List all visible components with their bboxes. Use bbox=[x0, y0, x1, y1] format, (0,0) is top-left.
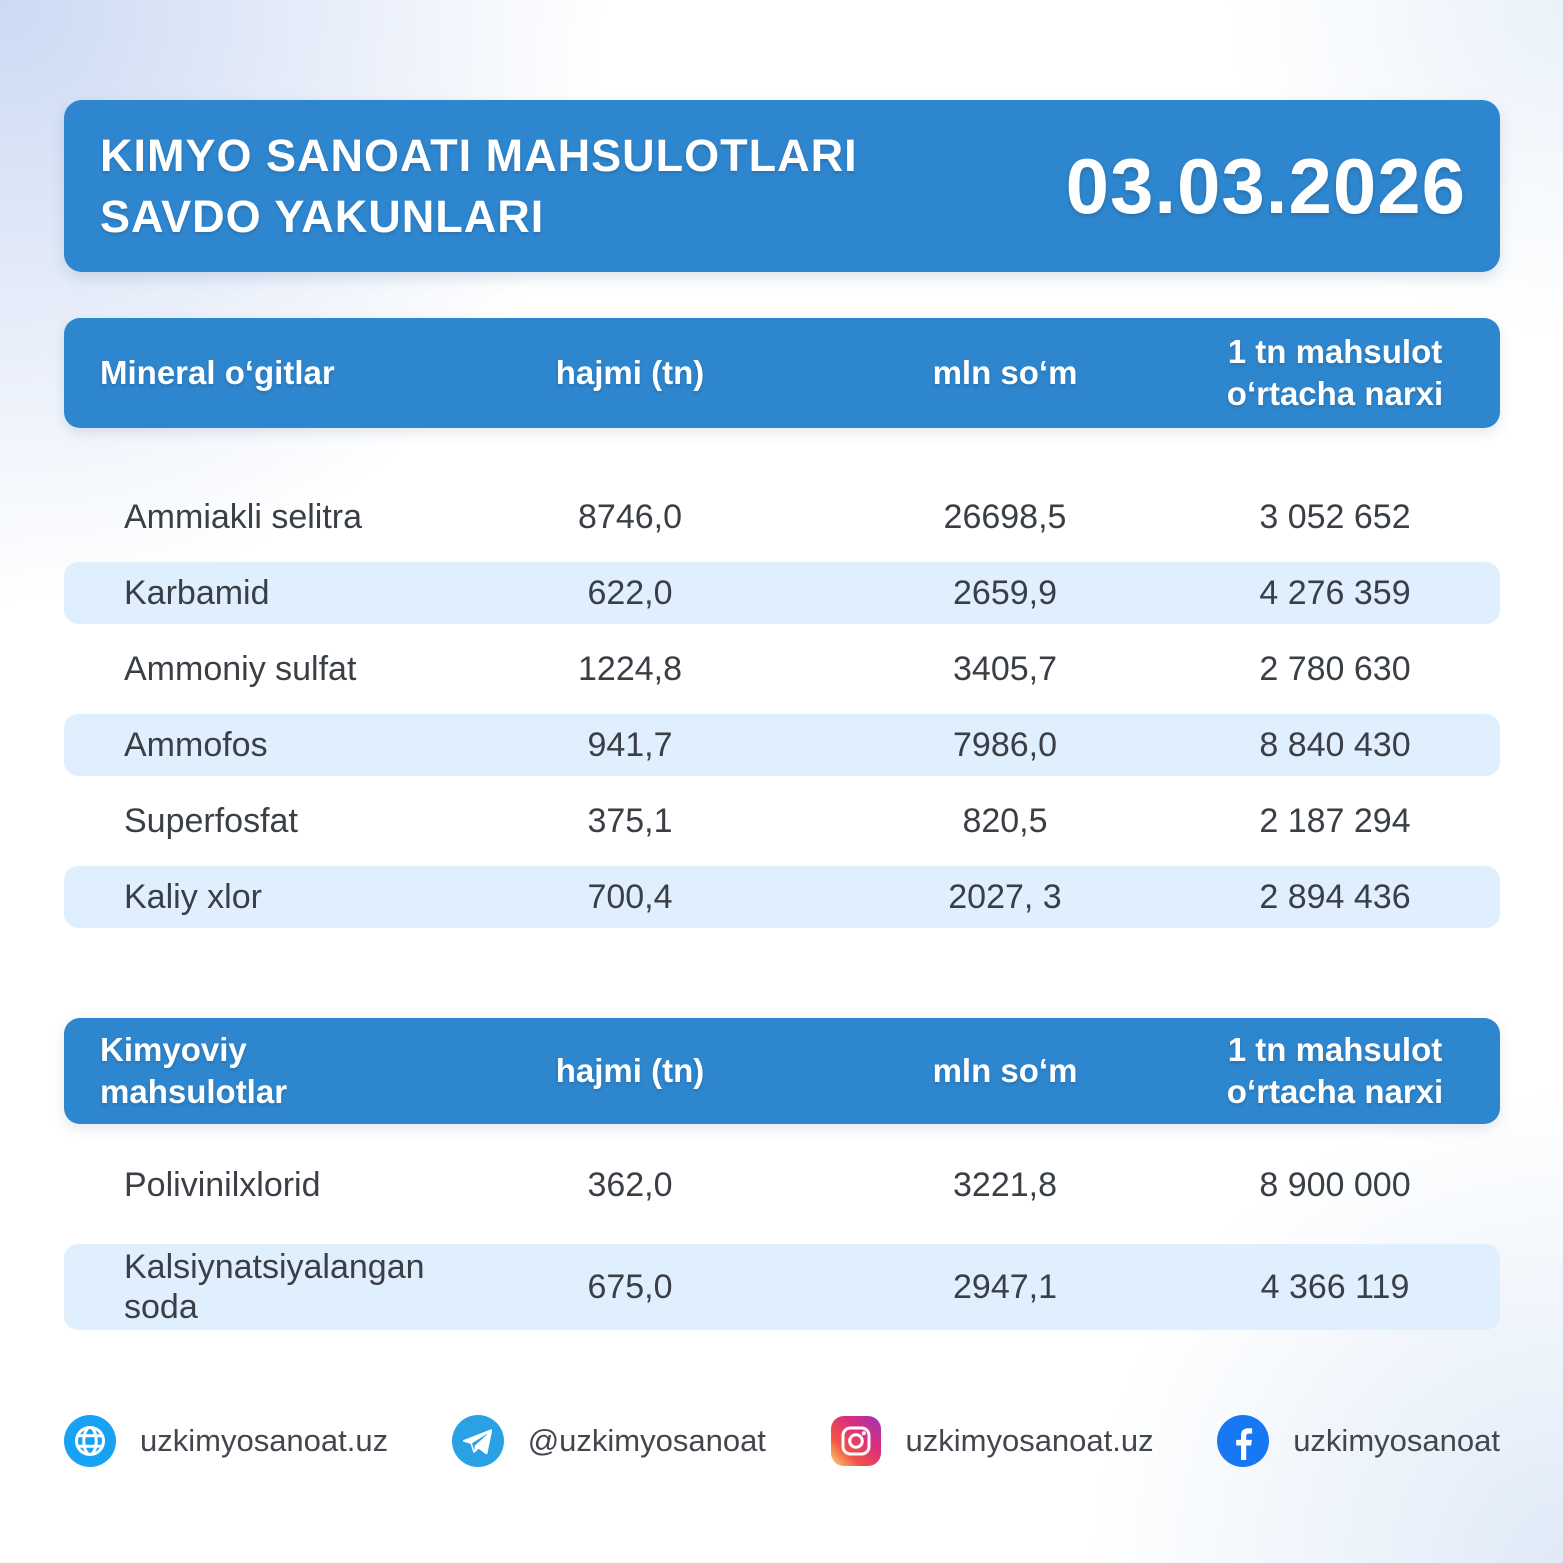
volume-value: 675,0 bbox=[587, 1267, 673, 1306]
product-name: Kalsiynatsiyalangan soda bbox=[124, 1248, 425, 1326]
volume-value: 1224,8 bbox=[578, 649, 682, 688]
website-label: uzkimyosanoat.uz bbox=[140, 1423, 389, 1458]
price-value: 2 780 630 bbox=[1259, 649, 1411, 688]
product-name: Ammofos bbox=[124, 726, 268, 764]
volume-value: 375,1 bbox=[587, 801, 673, 840]
facebook-label: uzkimyosanoat bbox=[1293, 1423, 1500, 1458]
table-row bbox=[64, 714, 1500, 776]
instagram-link[interactable] bbox=[830, 1415, 1154, 1467]
price-value: 4 366 119 bbox=[1260, 1267, 1410, 1306]
table2-title: Kimyoviy mahsulotlar bbox=[100, 1031, 288, 1110]
content-column bbox=[64, 0, 1500, 1467]
telegram-label: @uzkimyosanoat bbox=[527, 1423, 766, 1458]
price-value: 2 894 436 bbox=[1259, 877, 1411, 916]
globe-icon bbox=[64, 1415, 116, 1467]
table1-header bbox=[64, 318, 1500, 428]
table2-title-cell bbox=[64, 1029, 420, 1113]
website-link[interactable] bbox=[64, 1415, 388, 1467]
footer-socials bbox=[64, 1415, 1500, 1467]
telegram-link[interactable] bbox=[452, 1415, 766, 1467]
table-row bbox=[64, 1244, 1500, 1330]
sum-value: 2027, 3 bbox=[948, 877, 1062, 916]
table2-rows bbox=[64, 1154, 1500, 1330]
table2-col-narx-line2: oʻrtacha narxi bbox=[1226, 1073, 1444, 1110]
table-row bbox=[64, 486, 1500, 548]
volume-value: 622,0 bbox=[587, 573, 673, 612]
telegram-icon bbox=[452, 1415, 504, 1467]
sum-value: 2947,1 bbox=[953, 1267, 1057, 1306]
price-value: 8 900 000 bbox=[1259, 1165, 1411, 1204]
instagram-icon bbox=[830, 1415, 882, 1467]
sum-value: 820,5 bbox=[962, 801, 1048, 840]
facebook-link[interactable] bbox=[1217, 1415, 1500, 1467]
table1-title: Mineral oʻgitlar bbox=[100, 354, 335, 391]
price-value: 8 840 430 bbox=[1259, 725, 1411, 764]
table-row bbox=[64, 562, 1500, 624]
facebook-icon bbox=[1217, 1415, 1269, 1467]
sum-value: 26698,5 bbox=[943, 497, 1067, 536]
table2-col-narx bbox=[1170, 1029, 1500, 1113]
report-date: 03.03.2026 bbox=[1065, 141, 1466, 230]
table1-title-cell bbox=[64, 352, 420, 394]
price-value: 4 276 359 bbox=[1259, 573, 1411, 612]
table2-col-mln: mln soʻm bbox=[932, 1052, 1078, 1089]
page-title-line2: SAVDO YAKUNLARI bbox=[100, 191, 545, 242]
price-value: 3 052 652 bbox=[1259, 497, 1411, 536]
product-name: Superfosfat bbox=[124, 802, 298, 840]
table-row bbox=[64, 638, 1500, 700]
table1-col-hajmi: hajmi (tn) bbox=[555, 354, 705, 391]
volume-value: 362,0 bbox=[587, 1165, 673, 1204]
table2-header bbox=[64, 1018, 1500, 1124]
volume-value: 700,4 bbox=[587, 877, 673, 916]
product-name: Polivinilxlorid bbox=[124, 1166, 321, 1204]
table2-col-narx-line1: 1 tn mahsulot bbox=[1227, 1031, 1443, 1068]
volume-value: 941,7 bbox=[587, 725, 673, 764]
product-name: Kaliy xlor bbox=[124, 878, 262, 916]
volume-value: 8746,0 bbox=[578, 497, 682, 536]
table1-col-mln: mln soʻm bbox=[932, 354, 1078, 391]
instagram-label: uzkimyosanoat.uz bbox=[905, 1423, 1154, 1458]
page-title-line1: KIMYO SANOATI MAHSULOTLARI bbox=[100, 130, 858, 181]
table1-col-narx-line1: 1 tn mahsulot bbox=[1227, 333, 1443, 370]
page-title bbox=[100, 125, 858, 247]
table1-col-narx-line2: oʻrtacha narxi bbox=[1226, 375, 1444, 412]
table-row bbox=[64, 866, 1500, 928]
product-name: Ammiakli selitra bbox=[124, 498, 363, 536]
table2-col-hajmi: hajmi (tn) bbox=[555, 1052, 705, 1089]
product-name: Karbamid bbox=[124, 574, 270, 612]
table-row bbox=[64, 790, 1500, 852]
product-name: Ammoniy sulfat bbox=[124, 650, 357, 688]
title-card bbox=[64, 100, 1500, 272]
table1-col-narx bbox=[1170, 331, 1500, 415]
sum-value: 3405,7 bbox=[953, 649, 1057, 688]
table1-rows bbox=[64, 486, 1500, 928]
sum-value: 2659,9 bbox=[953, 573, 1057, 612]
sum-value: 7986,0 bbox=[953, 725, 1057, 764]
table-row bbox=[64, 1154, 1500, 1216]
sum-value: 3221,8 bbox=[953, 1165, 1057, 1204]
price-value: 2 187 294 bbox=[1259, 801, 1411, 840]
